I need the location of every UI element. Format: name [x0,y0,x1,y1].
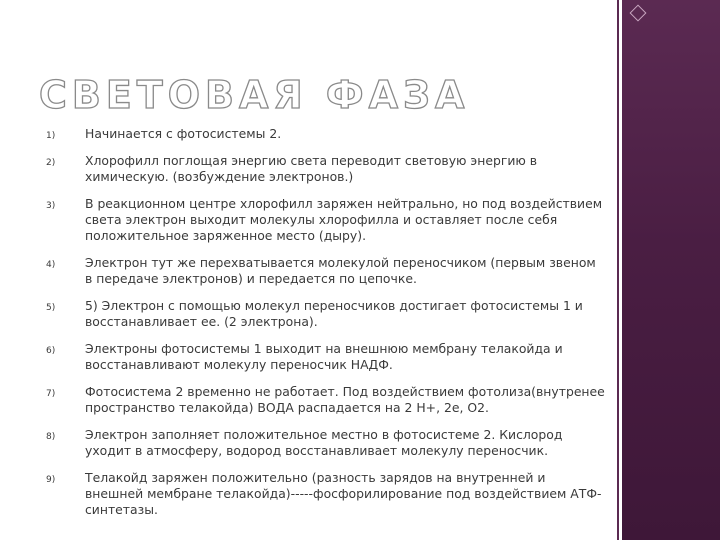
item-number: 9) [46,475,56,485]
item-text: В реакционном центре хлорофилл заряжен нейтрально, но под воздействием света электрон выходит молекулы хлорофилла и оставляет после себя положительное заряженное место (дыру). [85,196,603,243]
item-text: 5) Электрон с помощью молекул переносчиков достигает фотосистемы 1 и восстанавливает ее. (2 электрона). [85,298,583,329]
item-text: Электрон заполняет положительное местно в фотосистеме 2. Кислород уходит в атмосферу, водород восстанавливает молекулу переносчик. [85,427,563,458]
list-item [46,341,606,373]
item-number: 2) [46,158,56,168]
list-item [46,298,606,330]
item-text: Начинается с фотосистемы 2. [85,126,282,141]
item-number: 8) [46,432,56,442]
bullet-list [46,126,606,529]
side-decor-band [622,0,720,540]
item-number: 5) [46,303,56,313]
list-item [46,427,606,459]
item-text: Электрон тут же перехватывается молекулой переносчиком (первым звеном в передаче электронов) и передается по цепочке. [85,255,596,286]
item-number: 7) [46,389,56,399]
item-text: Телакойд заряжен положительно (разность зарядов на внутренней и внешней мембране телакойда)-----фосфорилирование под воздействием АТФ-синтетазы. [85,470,602,517]
list-item [46,196,606,244]
list-item [46,126,606,142]
list-item [46,384,606,416]
item-number: 6) [46,346,56,356]
item-number: 3) [46,201,56,211]
side-divider-line [617,0,619,540]
item-number: 4) [46,260,56,270]
item-number: 1) [46,131,56,141]
item-text: Фотосистема 2 временно не работает. Под воздействием фотолиза(внутренее пространство телакойда) ВОДА распадается на 2 Н+, 2е, О2. [85,384,605,415]
item-text: Хлорофилл поглощая энергию света переводит световую энергию в химическую. (возбуждение электронов.) [85,153,538,184]
list-item [46,153,606,185]
list-item [46,255,606,287]
slide-title: СВЕТОВАЯ ФАЗА [39,73,470,117]
item-text: Электроны фотосистемы 1 выходит на внешнюю мембрану телакойда и восстанавливают молекулу переносчик НАДФ. [85,341,563,372]
list-item [46,470,606,518]
